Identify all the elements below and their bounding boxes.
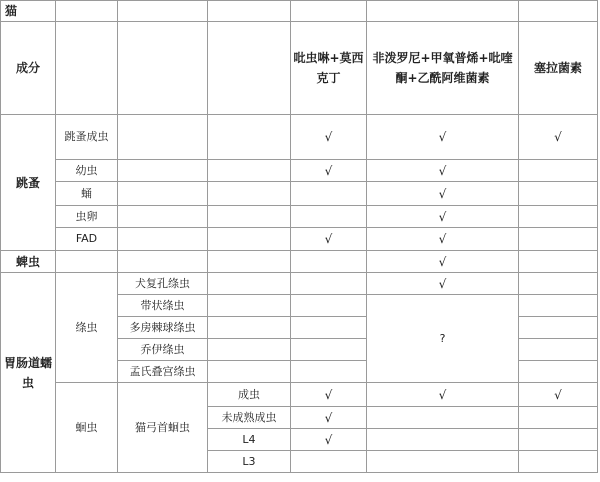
- row-label: FAD: [56, 228, 118, 251]
- group-gi-worms: 胃肠道蠕虫: [1, 273, 56, 473]
- subgroup-roundworm: 蛔虫: [56, 383, 118, 473]
- table-row: [1, 383, 598, 407]
- table-row: [1, 160, 598, 182]
- row-label: 乔伊绦虫: [118, 339, 208, 361]
- check-mark: √: [367, 228, 519, 251]
- table-row: [1, 206, 598, 228]
- row-label: 跳蚤成虫: [56, 115, 118, 160]
- check-mark: √: [519, 383, 598, 407]
- check-mark: √: [291, 383, 367, 407]
- row-label: L4: [208, 429, 291, 451]
- product-header-3: 塞拉菌素: [519, 22, 598, 115]
- row-label: 带状绦虫: [118, 295, 208, 317]
- product-header-2: 非泼罗尼+甲氧普烯+吡喹酮+乙酰阿维菌素: [367, 22, 519, 115]
- check-mark: √: [367, 273, 519, 295]
- title-row: [1, 1, 598, 22]
- table-row: [1, 115, 598, 160]
- row-label: 虫卵: [56, 206, 118, 228]
- subgroup-tapeworm: 绦虫: [56, 273, 118, 383]
- table-row: [1, 251, 598, 273]
- check-mark: √: [367, 182, 519, 206]
- row-label: 成虫: [208, 383, 291, 407]
- table-row: [1, 182, 598, 206]
- check-mark: √: [367, 383, 519, 407]
- ingredient-header: 成分: [1, 22, 56, 115]
- check-mark: √: [291, 429, 367, 451]
- row-label: 多房棘球绦虫: [118, 317, 208, 339]
- row-label: 犬复孔绦虫: [118, 273, 208, 295]
- product-header-1: 吡虫啉+莫西克丁: [291, 22, 367, 115]
- row-label: 未成熟成虫: [208, 407, 291, 429]
- check-mark: √: [519, 115, 598, 160]
- row-label: L3: [208, 451, 291, 473]
- check-mark: √: [291, 115, 367, 160]
- check-mark: √: [367, 206, 519, 228]
- species-title: 猫: [1, 1, 56, 22]
- question-mark: ?: [367, 295, 519, 383]
- group-flea: 跳蚤: [1, 115, 56, 251]
- check-mark: √: [291, 160, 367, 182]
- subgroup-cat-roundworm: 猫弓首蛔虫: [118, 383, 208, 473]
- row-label: 幼虫: [56, 160, 118, 182]
- row-label: 孟氏叠宫绦虫: [118, 361, 208, 383]
- check-mark: √: [367, 160, 519, 182]
- check-mark: √: [291, 407, 367, 429]
- header-row: [1, 22, 598, 115]
- check-mark: √: [291, 228, 367, 251]
- table-row: [1, 228, 598, 251]
- check-mark: √: [367, 115, 519, 160]
- group-tick: 蜱虫: [1, 251, 56, 273]
- row-label: 蛹: [56, 182, 118, 206]
- table-row: [1, 273, 598, 295]
- check-mark: √: [367, 251, 519, 273]
